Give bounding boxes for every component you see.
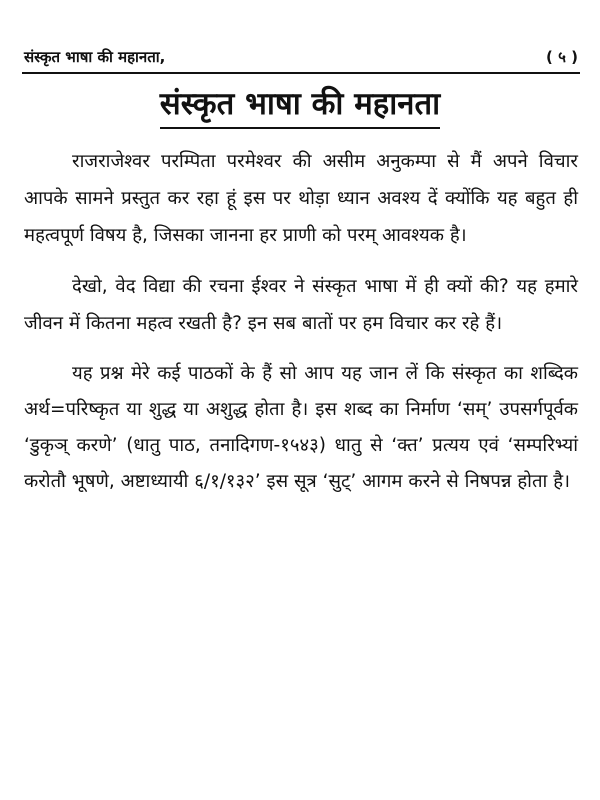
- page-title-block: [0, 82, 600, 129]
- running-header: [24, 44, 578, 70]
- page-number: ( ५ ): [546, 48, 578, 66]
- paragraph-3: यह प्रश्न मेरे कई पाठकों के हैं सो आप यह जान लें कि संस्कृत का शब्दिक अर्थ=परिष्कृत या शुद्ध या अशुद्ध होता है। इस शब्द का निर्माण ‘सम्’ उपसर्गपूर्वक ‘डुकृञ् करणे’ (धातु पाठ, तनादिगण-१५४३) धातु से ‘क्त’ प्रत्यय एवं ‘सम्परिभ्यां करोतौ भूषणे, अष्टाध्यायी ६/१/१३२’ इस सूत्र ‘सुट्’ आगम करने से निषपन्न होता है।: [24, 363, 578, 492]
- page-title: संस्कृत भाषा की महानता: [160, 82, 440, 129]
- paragraph-2: देखो, वेद विद्या की रचना ईश्वर ने संस्कृत भाषा में ही क्यों की? यह हमारे जीवन में कितना महत्व रखती है? इन सब बातों पर हम विचार कर रहे हैं।: [24, 276, 578, 334]
- header-divider: [22, 72, 580, 74]
- body-text: [24, 143, 578, 514]
- paragraph-1: राजराजेश्वर परम्पिता परमेश्वर की असीम अनुकम्पा से मैं अपने विचार आपके सामने प्रस्तुत कर रहा हूं इस पर थोड़ा ध्यान अवश्य दें क्योंकि यह बहुत ही महत्वपूर्ण विषय है, जिसका जानना हर प्राणी को परम् आवश्यक है।: [24, 151, 578, 246]
- running-title: संस्कृत भाषा की महानता,: [24, 48, 166, 66]
